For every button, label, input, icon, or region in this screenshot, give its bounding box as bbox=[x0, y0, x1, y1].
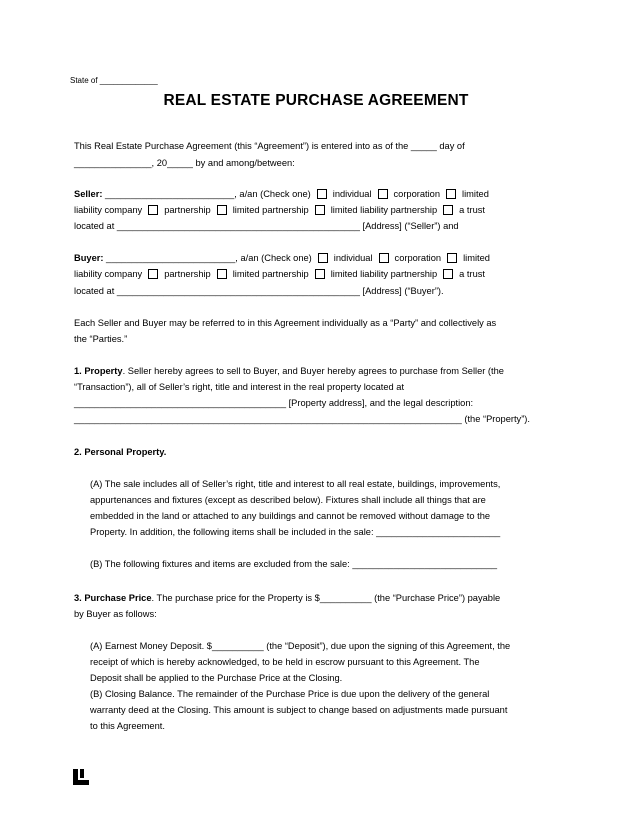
seller-label: Seller: bbox=[74, 189, 103, 199]
price-a-line-1: (A) Earnest Money Deposit. $__________ (the “Deposit”), due upon the signing of this Agreement, the bbox=[90, 641, 511, 651]
personal-a-line-2: appurtenances and fixtures (except as described below). Fixtures shall include all things that are bbox=[90, 495, 486, 505]
buyer-llp-label: limited liability partnership bbox=[330, 269, 438, 279]
property-legal-line: ___________________________________________________________________________ (the “Property”). bbox=[74, 414, 530, 424]
buyer-llp-checkbox[interactable] bbox=[315, 269, 325, 279]
seller-individual-checkbox[interactable] bbox=[317, 189, 327, 199]
buyer-llc-checkbox[interactable] bbox=[447, 253, 457, 263]
buyer-individual-checkbox[interactable] bbox=[318, 253, 328, 263]
seller-line-2 bbox=[74, 204, 485, 216]
price-heading: 3. Purchase Price bbox=[74, 593, 152, 603]
seller-trust-label: a trust bbox=[459, 205, 485, 215]
seller-corporation-checkbox[interactable] bbox=[378, 189, 388, 199]
buyer-partnership-checkbox[interactable] bbox=[148, 269, 158, 279]
buyer-trust-label: a trust bbox=[459, 269, 485, 279]
price-b-line-3: to this Agreement. bbox=[90, 721, 165, 731]
seller-limited-label: limited bbox=[462, 189, 489, 199]
price-b-line-2: warranty deed at the Closing. This amount is subject to change based on adjustments made pursuant bbox=[90, 705, 508, 715]
property-text-1: . Seller hereby agrees to sell to Buyer, and Buyer hereby agrees to purchase from Seller (the bbox=[122, 366, 504, 376]
buyer-individual-label: individual bbox=[333, 253, 373, 263]
property-address-line: _________________________________________ [Property address], and the legal description: bbox=[74, 398, 474, 408]
intro-line-2: _______________, 20_____ by and among/between: bbox=[74, 158, 295, 168]
seller-lp-checkbox[interactable] bbox=[217, 205, 227, 215]
price-a-line-3: Deposit shall be applied to the Purchase Price at the Closing. bbox=[90, 673, 343, 683]
seller-address-line: located at _______________________________________________ [Address] (“Seller”) and bbox=[74, 221, 459, 231]
buyer-label: Buyer: bbox=[74, 253, 104, 263]
legal-templates-logo-icon bbox=[72, 768, 90, 786]
buyer-lp-label: limited partnership bbox=[232, 269, 309, 279]
state-of-field: State of _____________ bbox=[70, 76, 158, 85]
buyer-line-1 bbox=[74, 252, 490, 264]
seller-individual-label: individual bbox=[332, 189, 372, 199]
seller-llc-label: liability company bbox=[74, 205, 143, 215]
seller-llp-label: limited liability partnership bbox=[330, 205, 438, 215]
parties-line-1: Each Seller and Buyer may be referred to in this Agreement individually as a “Party” and collectively as bbox=[74, 318, 497, 328]
buyer-name-blank: _________________________, a/an (Check one) bbox=[103, 253, 312, 263]
personal-a-line-4: Property. In addition, the following items shall be included in the sale: ________________________ bbox=[90, 527, 501, 537]
parties-line-2: the “Parties.” bbox=[74, 334, 128, 344]
personal-a-line-3: embedded in the land or attached to any buildings and cannot be removed without damage to the bbox=[90, 511, 491, 521]
seller-lp-label: limited partnership bbox=[232, 205, 309, 215]
property-line-2: “Transaction”), all of Seller’s right, title and interest in the real property located at bbox=[74, 382, 405, 392]
buyer-corporation-checkbox[interactable] bbox=[379, 253, 389, 263]
buyer-address-line: located at _______________________________________________ [Address] (“Buyer”). bbox=[74, 286, 444, 296]
buyer-line-2 bbox=[74, 268, 485, 280]
seller-line-1 bbox=[74, 188, 489, 200]
price-line-1 bbox=[74, 592, 500, 604]
document-title: REAL ESTATE PURCHASE AGREEMENT bbox=[163, 92, 469, 109]
seller-corporation-label: corporation bbox=[393, 189, 441, 199]
buyer-partnership-label: partnership bbox=[164, 269, 211, 279]
personal-a-line-1: (A) The sale includes all of Seller’s right, title and interest to all real estate, buildings, improvements, bbox=[90, 479, 501, 489]
buyer-trust-checkbox[interactable] bbox=[443, 269, 453, 279]
seller-partnership-label: partnership bbox=[164, 205, 211, 215]
buyer-lp-checkbox[interactable] bbox=[217, 269, 227, 279]
seller-name-blank: _________________________, a/an (Check one) bbox=[102, 189, 311, 199]
buyer-llc-label: liability company bbox=[74, 269, 143, 279]
seller-llc-checkbox[interactable] bbox=[446, 189, 456, 199]
seller-partnership-checkbox[interactable] bbox=[148, 205, 158, 215]
price-text-1: . The purchase price for the Property is $__________ (the “Purchase Price”) payable bbox=[151, 593, 501, 603]
price-line-2: by Buyer as follows: bbox=[74, 609, 157, 619]
buyer-limited-label: limited bbox=[463, 253, 490, 263]
personal-b-line-1: (B) The following fixtures and items are excluded from the sale: ____________________________ bbox=[90, 559, 498, 569]
price-a-line-2: receipt of which is hereby acknowledged, to be held in escrow pursuant to this Agreement. The bbox=[90, 657, 480, 667]
personal-property-heading: 2. Personal Property. bbox=[74, 447, 167, 457]
price-b-line-1: (B) Closing Balance. The remainder of the Purchase Price is due upon the delivery of the general bbox=[90, 689, 490, 699]
intro-line-1: This Real Estate Purchase Agreement (this “Agreement”) is entered into as of the _____ day of bbox=[74, 141, 465, 151]
property-line-1 bbox=[74, 365, 504, 377]
seller-trust-checkbox[interactable] bbox=[443, 205, 453, 215]
seller-llp-checkbox[interactable] bbox=[315, 205, 325, 215]
property-heading: 1. Property bbox=[74, 366, 123, 376]
buyer-corporation-label: corporation bbox=[394, 253, 442, 263]
